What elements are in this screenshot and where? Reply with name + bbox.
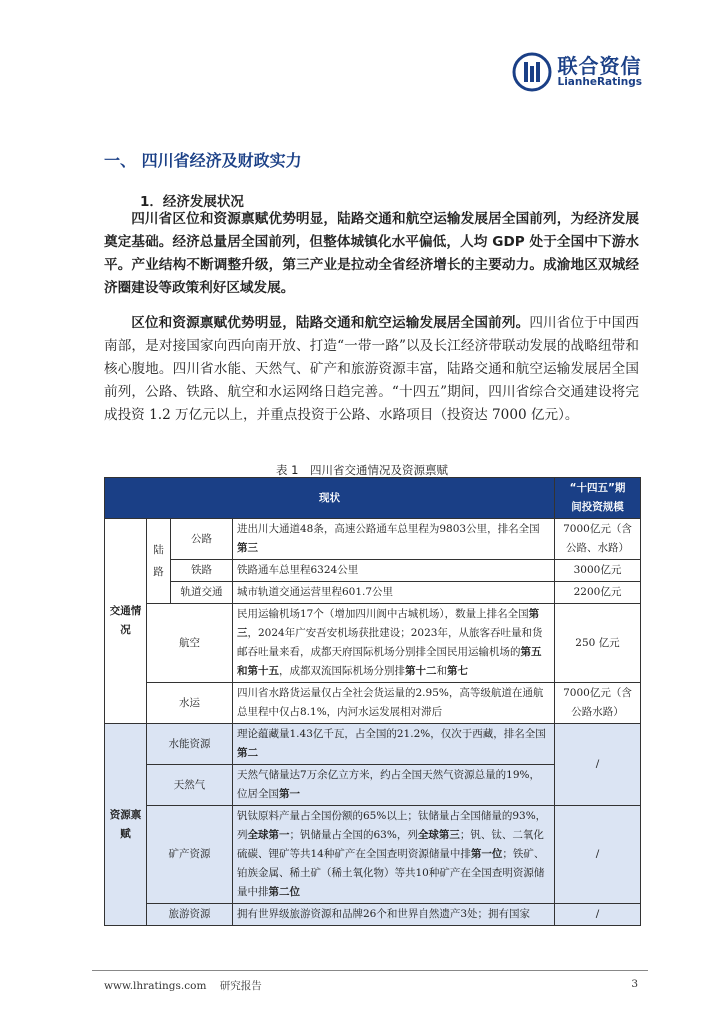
- hydro-label: 水能资源: [147, 724, 233, 765]
- table-row-tourism: [105, 904, 641, 926]
- footer-divider: [92, 970, 648, 971]
- aviation-rank-a: 第三: [237, 608, 540, 639]
- mineral-rank-h: 第二位: [268, 886, 300, 898]
- footer-website-link[interactable]: www.lhratings.com: [104, 980, 207, 992]
- mineral-desc-e: ；钒、钛、二氧化硫碳、锂矿等共14种矿产在全国查明资源储量中排: [237, 829, 544, 860]
- highway-invest: 7000亿元（含公路、水路）: [555, 519, 641, 560]
- railway-label: 铁路: [171, 560, 233, 582]
- footer-left: [104, 978, 272, 993]
- company-logo: [512, 52, 642, 92]
- footer-report-type: 研究报告: [219, 980, 262, 992]
- gas-rank: 第一: [279, 788, 300, 800]
- summary-paragraph: 四川省区位和资源禀赋优势明显，陆路交通和航空运输发展居全国前列，为经济发展奠定基础。经济总量居全国前列，但整体城镇化水平偏低，人均 GDP 处于全国中下游水平。产业结构不断调整升级，第三产业是拉动全省经济增长的主要动力。成渝地区双城经济圈建设等政策利好区域发展。: [104, 211, 639, 296]
- mineral-desc: [233, 806, 555, 904]
- gas-desc: [233, 765, 555, 806]
- gas-desc-text: 天然气储量达7万余亿立方米，约占全国天然气资源总量的19%，位居全国: [237, 769, 541, 800]
- highway-label: 公路: [171, 519, 233, 560]
- table-row-aviation: [105, 604, 641, 683]
- table-caption: 表 1 四川省交通情况及资源禀赋: [276, 463, 448, 477]
- hydro-desc: [233, 724, 555, 765]
- logo-english-name: LianheRatings: [557, 76, 642, 89]
- header-plan-line2: 间投资规模: [571, 501, 624, 513]
- aviation-desc-g: 和: [436, 665, 447, 677]
- table-row-highway: [105, 519, 641, 560]
- transport-resource-table: [104, 477, 641, 926]
- location-paragraph-lead: 区位和资源禀赋优势明显，陆路交通和航空运输发展居全国前列。: [131, 315, 530, 331]
- logo-chinese-name: 联合资信: [557, 54, 642, 79]
- aviation-rank-f: 第十二: [405, 665, 437, 677]
- aviation-label: 航空: [147, 604, 233, 683]
- aviation-rank-d: 第五和第十五: [237, 646, 542, 677]
- mineral-desc-c: ；钒储量占全国的63%，列: [289, 829, 418, 841]
- highway-desc-text: 进出川大通道48条，高速公路通车总里程为9803公里，排名全国: [237, 523, 540, 535]
- mineral-rank-f: 第一位: [470, 848, 503, 860]
- aviation-desc-e: ，成都双流国际机场分别排: [279, 665, 405, 677]
- mineral-desc-a: 钒钛原料产量占全国份额的65%以上；钛储量占全国储量的93%，列: [237, 810, 547, 841]
- mineral-desc-g: ；铁矿、铂族金属、稀土矿（稀土氧化物）等共10种矿产在全国查明资源储量中排: [237, 848, 545, 898]
- aviation-desc-c: ，2024年广安吾安机场获批建设；2023年，从旅客吞吐量和货邮吞吐量来看，成都天府国际机场分别排全国民用运输机场的: [237, 627, 543, 658]
- tourism-label: 旅游资源: [147, 904, 233, 926]
- table-row-waterway: [105, 683, 641, 724]
- mineral-label: 矿产资源: [147, 806, 233, 904]
- urban-rail-desc: 城市轨道交通运营里程601.7公里: [233, 582, 555, 604]
- highway-desc: [233, 519, 555, 560]
- table-row-urban-rail: [105, 582, 641, 604]
- highway-rank: 第三: [237, 542, 258, 554]
- page-number: 3: [631, 978, 638, 990]
- table-row-mineral: [105, 806, 641, 904]
- mineral-rank-b: 全球第一: [247, 829, 290, 841]
- table-row-railway: [105, 560, 641, 582]
- subsection-title: [140, 190, 244, 210]
- railway-desc: 铁路通车总里程6324公里: [233, 560, 555, 582]
- waterway-desc: 四川省水路货运量仅占全社会货运量的2.95%，高等级航道在通航总里程中仅占8.1%，内河水运发展相对滞后: [233, 683, 555, 724]
- subsection-title-text: 经济发展状况: [162, 194, 244, 210]
- subsection-number: 1．: [140, 194, 163, 210]
- group-resources: 资源禀赋: [105, 724, 147, 926]
- table-row-hydro: [105, 724, 641, 765]
- table-header-row: [105, 478, 641, 519]
- land-label: 陆路: [147, 519, 171, 604]
- header-status: 现状: [105, 478, 555, 519]
- aviation-desc-a: 民用运输机场17个（增加四川阆中古城机场），数量上排名全国: [237, 608, 529, 620]
- aviation-invest: 250 亿元: [555, 604, 641, 683]
- aviation-desc: [233, 604, 555, 683]
- location-paragraph: [104, 312, 639, 427]
- hydro-rank: 第二: [237, 747, 258, 759]
- gas-label: 天然气: [147, 765, 233, 806]
- urban-rail-invest: 2200亿元: [555, 582, 641, 604]
- hydro-gas-invest: /: [555, 724, 641, 806]
- section-number: 一、: [104, 151, 137, 170]
- group-transport: 交通情况: [105, 519, 147, 724]
- location-paragraph-body: 四川省位于中国西南部，是对接国家向西向南开放、打造“一带一路”以及长江经济带联动发展的战略纽带和核心腹地。四川省水能、天然气、矿产和旅游资源丰富，陆路交通和航空运输发展居全国前列，公路、铁路、航空和水运网络日趋完善。“十四五”期间，四川省综合交通建设将完成投资 1.2 万亿元以上，并重点投资于公路、水路项目（投资达 7000 亿元）。: [104, 315, 640, 423]
- mineral-rank-d: 全球第三: [417, 829, 460, 841]
- tourism-desc: 拥有世界级旅游资源和品牌26个和世界自然遗产3处；拥有国家: [233, 904, 555, 926]
- header-plan-line1: “十四五”期: [569, 482, 626, 494]
- header-plan: [555, 478, 641, 519]
- urban-rail-label: 轨道交通: [171, 582, 233, 604]
- section-title: [104, 148, 302, 171]
- waterway-label: 水运: [147, 683, 233, 724]
- aviation-rank-h: 第七: [447, 665, 468, 677]
- waterway-invest: 7000亿元（含公路水路）: [555, 683, 641, 724]
- mineral-invest: /: [555, 806, 641, 904]
- tourism-invest: /: [555, 904, 641, 926]
- railway-invest: 3000亿元: [555, 560, 641, 582]
- section-title-text: 四川省经济及财政实力: [141, 151, 302, 170]
- hydro-desc-text: 理论蕴藏量1.43亿千瓦，占全国的21.2%，仅次于西藏，排名全国: [237, 728, 546, 740]
- lianhe-logo-icon: [512, 52, 552, 92]
